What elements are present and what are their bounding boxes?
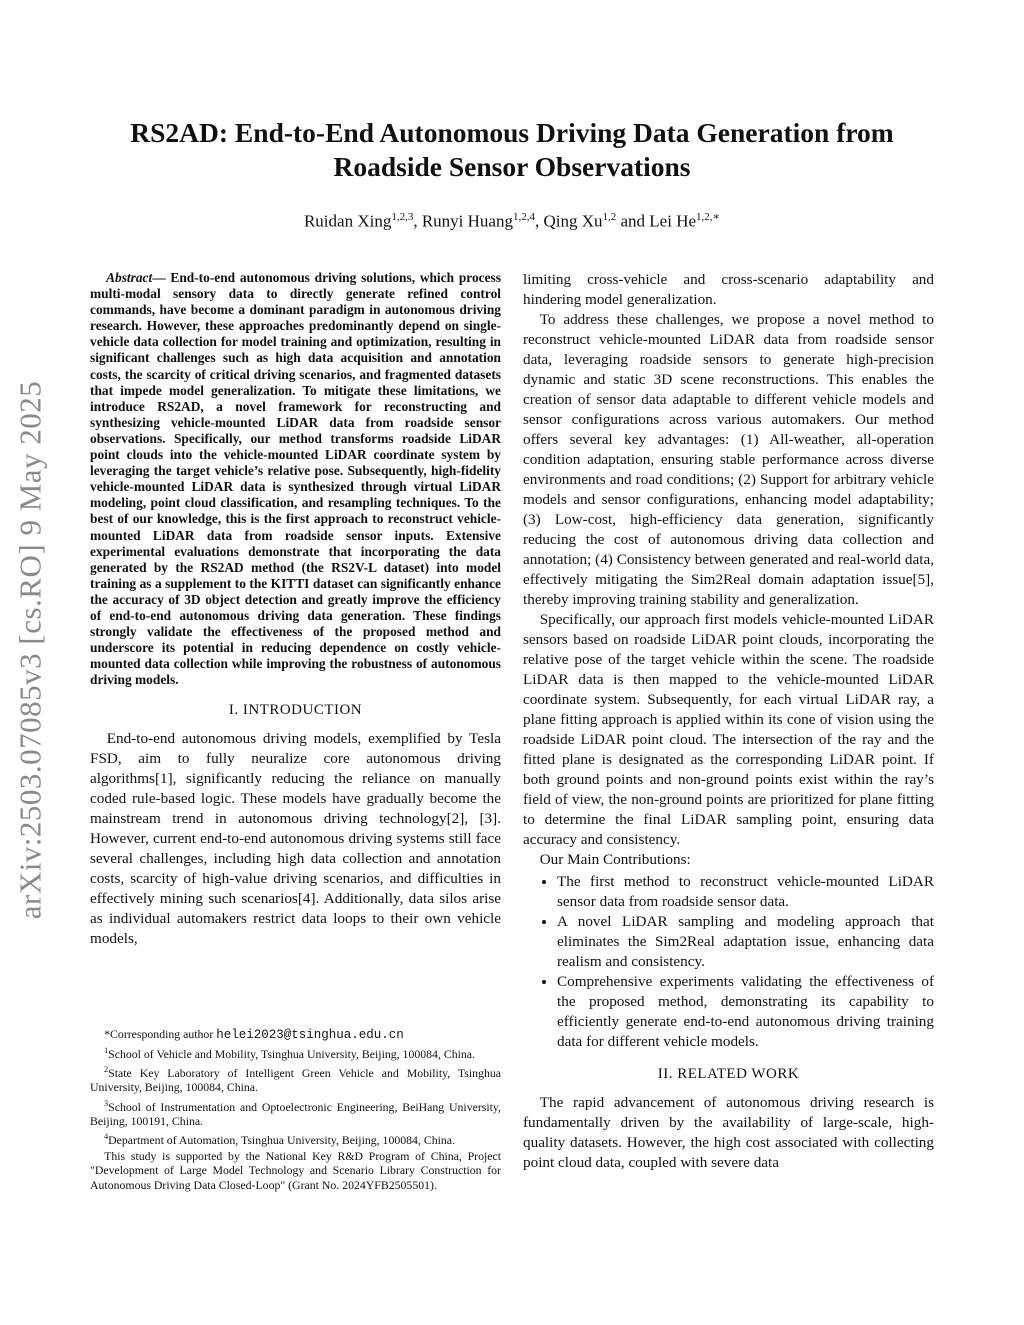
footnote-affiliation-3	[90, 1097, 501, 1128]
right-column	[523, 270, 934, 1173]
left-column	[90, 270, 501, 949]
corresponding-email: helei2023@tsinghua.edu.cn	[216, 1028, 404, 1042]
abstract-label: Abstract	[106, 270, 153, 285]
author-affiliation: 1,2	[602, 211, 617, 223]
list-item: • Comprehensive experiments validating the effectiveness of the proposed method, demonstrating its capability to efficiently generate end-to-end autonomous driving training data for different vehicle models.	[557, 972, 934, 1052]
footnote-marker: 4	[104, 1131, 109, 1141]
author-name: Runyi Huang	[421, 211, 513, 231]
abstract: Abstract— End-to-end autonomous driving solutions, which process multi-modal sensory data to directly generate refined control commands, have become a dominant paradigm in autonomous driving research. However, these approaches predominantly depend on single-vehicle data collection for model training and optimization, resulting in significant challenges such as high data acquisition and annotation costs, the scarcity of critical driving scenarios, and fragmented datasets that impede model generalization. To mitigate these limitations, we introduce RS2AD, a novel framework for reconstructing and synthesizing vehicle-mounted LiDAR data from roadside sensor observations. Specifically, our method transforms roadside LiDAR point clouds into the vehicle-mounted LiDAR coordinate system by leveraging the target vehicle’s relative pose. Subsequently, high-fidelity vehicle-mounted LiDAR data is synthesized through virtual LiDAR modeling, point cloud classification, and resampling techniques. To the best of our knowledge, this is the first approach to reconstruct vehicle-mounted LiDAR data from roadside sensor inputs. Extensive experimental evaluations demonstrate that incorporating the data generated by the RS2AD method (the RS2V-L dataset) into model training as a supplement to the KITTI dataset can significantly enhance the accuracy of 3D object detection and greatly improve the efficiency of end-to-end autonomous driving data generation. These findings strongly validate the effectiveness of the proposed method and underscore its potential in reducing dependence on costly vehicle-mounted data collection while improving the robustness of autonomous driving models.	[90, 270, 501, 688]
paper-title-line-1: RS2AD: End-to-End Autonomous Driving Data Generation from	[130, 117, 894, 148]
arxiv-identifier	[10, 350, 50, 950]
footnote-text: School of Vehicle and Mobility, Tsinghua University, Beijing, 100084, China.	[108, 1047, 475, 1062]
author-name: Ruidan Xing	[303, 211, 392, 231]
list-item: • A novel LiDAR sampling and modeling approach that eliminates the Sim2Real adaptation issue, enhancing data realism and consistency.	[557, 912, 934, 972]
section-title: I. INTRODUCTION	[228, 702, 363, 719]
author-name: Lei He	[649, 211, 697, 231]
author-affiliation: 1,2,∗	[696, 211, 721, 223]
related-work-paragraph: The rapid advancement of autonomous driving research is fundamentally driven by the availability of large-scale, high-quality datasets. However, the high cost associated with collecting point cloud data, coupled with severe data	[523, 1094, 934, 1171]
section-heading-introduction	[90, 702, 501, 719]
intro-paragraph: End-to-end autonomous driving models, exemplified by Tesla FSD, aim to fully neuralize core autonomous driving algorithms[1], significantly reducing the reliance on manually coded rule-based logic. These models have gradually become the mainstream trend in autonomous driving technology[2], [3]. However, current end-to-end autonomous driving systems still face several challenges, including high data collection and annotation costs, scarcity of high-value driving scenarios, and difficulties in effectively mining such scenarios[4]. Additionally, data silos arise as individual automakers restrict data loops to their own vehicle models,	[90, 730, 501, 948]
footnotes	[90, 1027, 501, 1194]
contributions-list	[523, 872, 934, 1052]
paper-title-line-2: Roadside Sensor Observations	[333, 151, 691, 182]
footnote-text: School of Instrumentation and Optoelectronic Engineering, BeiHang University, Beijing, 100191, China.	[90, 1099, 501, 1128]
arxiv-identifier-text: arXiv:2503.07085v3 [cs.RO] 9 May 2025	[12, 380, 47, 920]
footnote-affiliation-4	[90, 1130, 501, 1147]
footnote-corresponding	[90, 1027, 501, 1042]
footnote-marker: 3	[104, 1098, 109, 1108]
author-affiliation: 1,2,4	[512, 211, 535, 223]
section-heading-related-work	[523, 1066, 934, 1083]
corresponding-label: *Corresponding author	[104, 1027, 217, 1041]
intro-paragraph: To address these challenges, we propose a novel method to reconstruct vehicle-mounted LiDAR data from roadside sensor data, leveraging roadside sensors to generate high-precision dynamic and static 3D scene reconstructions. This enables the creation of sensor data adaptable to different vehicle models and sensor configurations across various automakers. Our method offers several key advantages: (1) All-weather, all-operation condition adaptation, ensuring stable performance across diverse environments and road conditions; (2) Support for arbitrary vehicle models and sensor configurations, enhancing model adaptability; (3) Low-cost, high-efficiency data generation, significantly reducing the cost of autonomous driving data collection and annotation; (4) Consistency between generated and real-world data, effectively mitigating the Sim2Real domain adaptation issue[5], thereby improving training stability and generalization.	[523, 311, 934, 608]
contributions-heading: Our Main Contributions:	[539, 851, 691, 868]
footnote-marker: 1	[104, 1046, 109, 1056]
footnote-text: State Key Laboratory of Intelligent Green Vehicle and Mobility, Tsinghua University, Beijing, 100084, China.	[90, 1066, 501, 1095]
footnote-text: Department of Automation, Tsinghua University, Beijing, 100084, China.	[108, 1132, 455, 1147]
footnote-marker: 2	[104, 1065, 109, 1075]
author-separator: ,	[534, 211, 544, 231]
author-separator: and	[616, 211, 650, 231]
intro-paragraph-continued: limiting cross-vehicle and cross-scenario adaptability and hindering model generalization.	[523, 271, 934, 308]
author-name: Qing Xu	[543, 211, 603, 231]
paper-title	[100, 116, 924, 184]
intro-paragraph: Specifically, our approach first models vehicle-mounted LiDAR sensors based on roadside LiDAR point clouds, incorporating the relative pose of the target vehicle within the scene. The roadside LiDAR data is then mapped to the vehicle-mounted LiDAR coordinate system. Subsequently, for each virtual LiDAR ray, a plane fitting approach is applied within its cone of vision using the roadside LiDAR point cloud. The intersection of the ray and the fitted plane is designated as the corresponding LiDAR point. If both ground points and non-ground points exist within the ray’s field of view, the non-ground points are prioritized for plane fitting to determine the final LiDAR sampling point, ensuring data accuracy and consistency.	[523, 611, 934, 848]
abstract-text: End-to-end autonomous driving solutions, which process multi-modal sensory data to directly generate refined control commands, have become a dominant paradigm in autonomous driving research. However, these approaches predominantly depend on single-vehicle data collection for model training and optimization, resulting in significant challenges such as high data acquisition and annotation costs, the scarcity of critical driving scenarios, and fragmented datasets that impede model generalization. To mitigate these limitations, we introduce RS2AD, a novel framework for reconstructing and synthesizing vehicle-mounted LiDAR data from roadside sensor observations. Specifically, our method transforms roadside LiDAR point clouds into the vehicle-mounted LiDAR coordinate system by leveraging the target vehicle’s relative pose. Subsequently, high-fidelity vehicle-mounted LiDAR data is synthesized through virtual LiDAR modeling, point cloud classification, and resampling techniques. To the best of our knowledge, this is the first approach to reconstruct vehicle-mounted LiDAR data from roadside sensor inputs. Extensive experimental evaluations demonstrate that incorporating the data generated by the RS2AD method (the RS2V-L dataset) into model training as a supplement to the KITTI dataset can significantly enhance the accuracy of 3D object detection and greatly improve the efficiency of end-to-end autonomous driving data generation. These findings strongly validate the effectiveness of the proposed method and underscore its potential in reducing dependence on costly vehicle-mounted data collection while improving the robustness of autonomous driving models.	[90, 270, 501, 688]
footnote-affiliation-1	[90, 1044, 501, 1061]
section-title: II. RELATED WORK	[657, 1066, 800, 1082]
author-separator: ,	[413, 211, 422, 231]
footnote-affiliation-2	[90, 1063, 501, 1094]
footnote-funding: This study is supported by the National Key R&D Program of China, Project "Development of Large Model Technology and Scenario Library Construction for Autonomous Driving Data Closed-Loop" (Grant No. 2024YFB2505501).	[90, 1149, 501, 1192]
author-list	[100, 210, 924, 232]
list-item: • The first method to reconstruct vehicle-mounted LiDAR sensor data from roadside sensor data.	[557, 872, 934, 912]
author-affiliation: 1,2,3	[391, 211, 414, 223]
